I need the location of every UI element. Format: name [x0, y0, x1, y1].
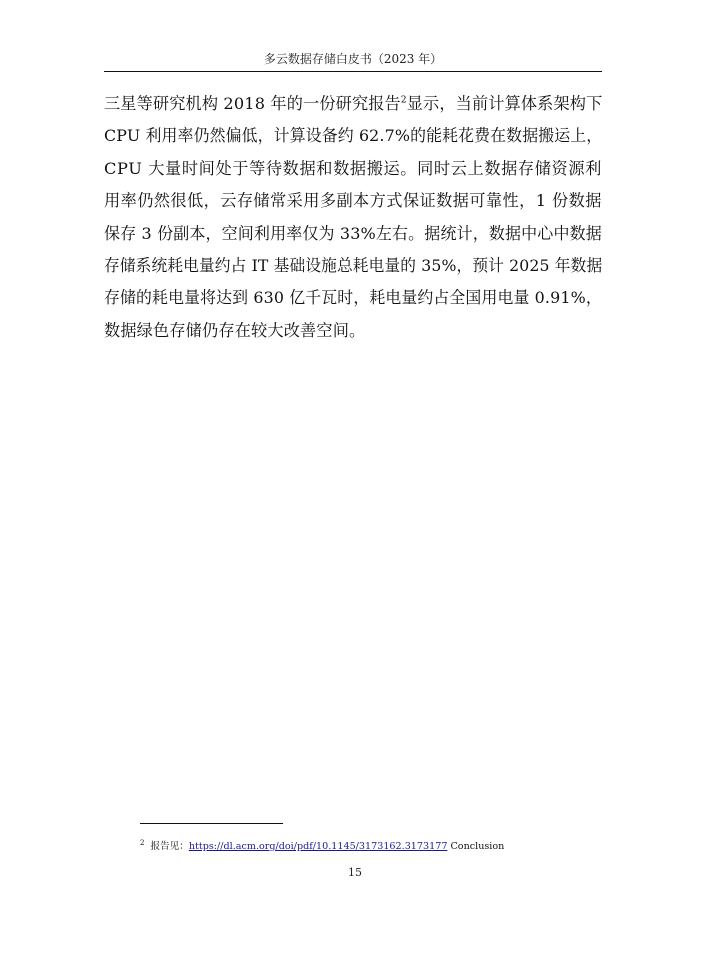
running-header: 多云数据存储白皮书（2023 年） — [263, 52, 443, 66]
footnote-label: 报告见： — [150, 841, 189, 852]
main-paragraph — [104, 88, 602, 347]
paragraph-line — [104, 153, 602, 185]
paragraph-line — [104, 88, 602, 120]
footnote — [140, 838, 504, 852]
paragraph-line — [104, 282, 602, 314]
paragraph-line — [104, 250, 602, 282]
header-divider — [104, 71, 602, 72]
line-text: 存储的耗电量将达到 630 亿千瓦时，耗电量约占全国用电量 0.91%， — [104, 288, 602, 308]
footnote-mark: 2 — [140, 838, 145, 847]
line-text — [104, 88, 602, 120]
footnote-divider — [140, 823, 283, 824]
paragraph-line — [104, 218, 602, 250]
line-text-end: 显示，当前计算体系架构下 — [406, 94, 603, 113]
line-text: 存储系统耗电量约占 IT 基础设施总耗电量的 35%，预计 2025 年数据 — [104, 255, 603, 275]
paragraph-line — [104, 185, 602, 217]
paragraph-line — [104, 315, 602, 347]
line-text: 保存 3 份副本，空间利用率仅为 33%左右。据统计，数据中心中数据 — [104, 223, 602, 243]
footnote-reference[interactable]: 2 — [400, 95, 407, 106]
paragraph-line — [104, 120, 602, 152]
footnote-link[interactable]: https://dl.acm.org/doi/pdf/10.1145/3173162.3173177 — [188, 841, 448, 852]
page-number: 15 — [348, 866, 362, 879]
line-text-start: 三星等研究机构 2018 年的一份研究报告 — [104, 94, 401, 113]
line-text: 用率仍然很低，云存储常采用多副本方式保证数据可靠性，1 份数据 — [104, 191, 602, 211]
line-text: CPU 大量时间处于等待数据和数据搬运。同时云上数据存储资源利 — [104, 158, 602, 178]
line-text: 数据绿色存储仍存在较大改善空间。 — [104, 320, 366, 340]
line-text: CPU 利用率仍然偏低，计算设备约 62.7%的能耗花费在数据搬运上， — [104, 126, 603, 146]
footnote-suffix: Conclusion — [447, 841, 505, 852]
